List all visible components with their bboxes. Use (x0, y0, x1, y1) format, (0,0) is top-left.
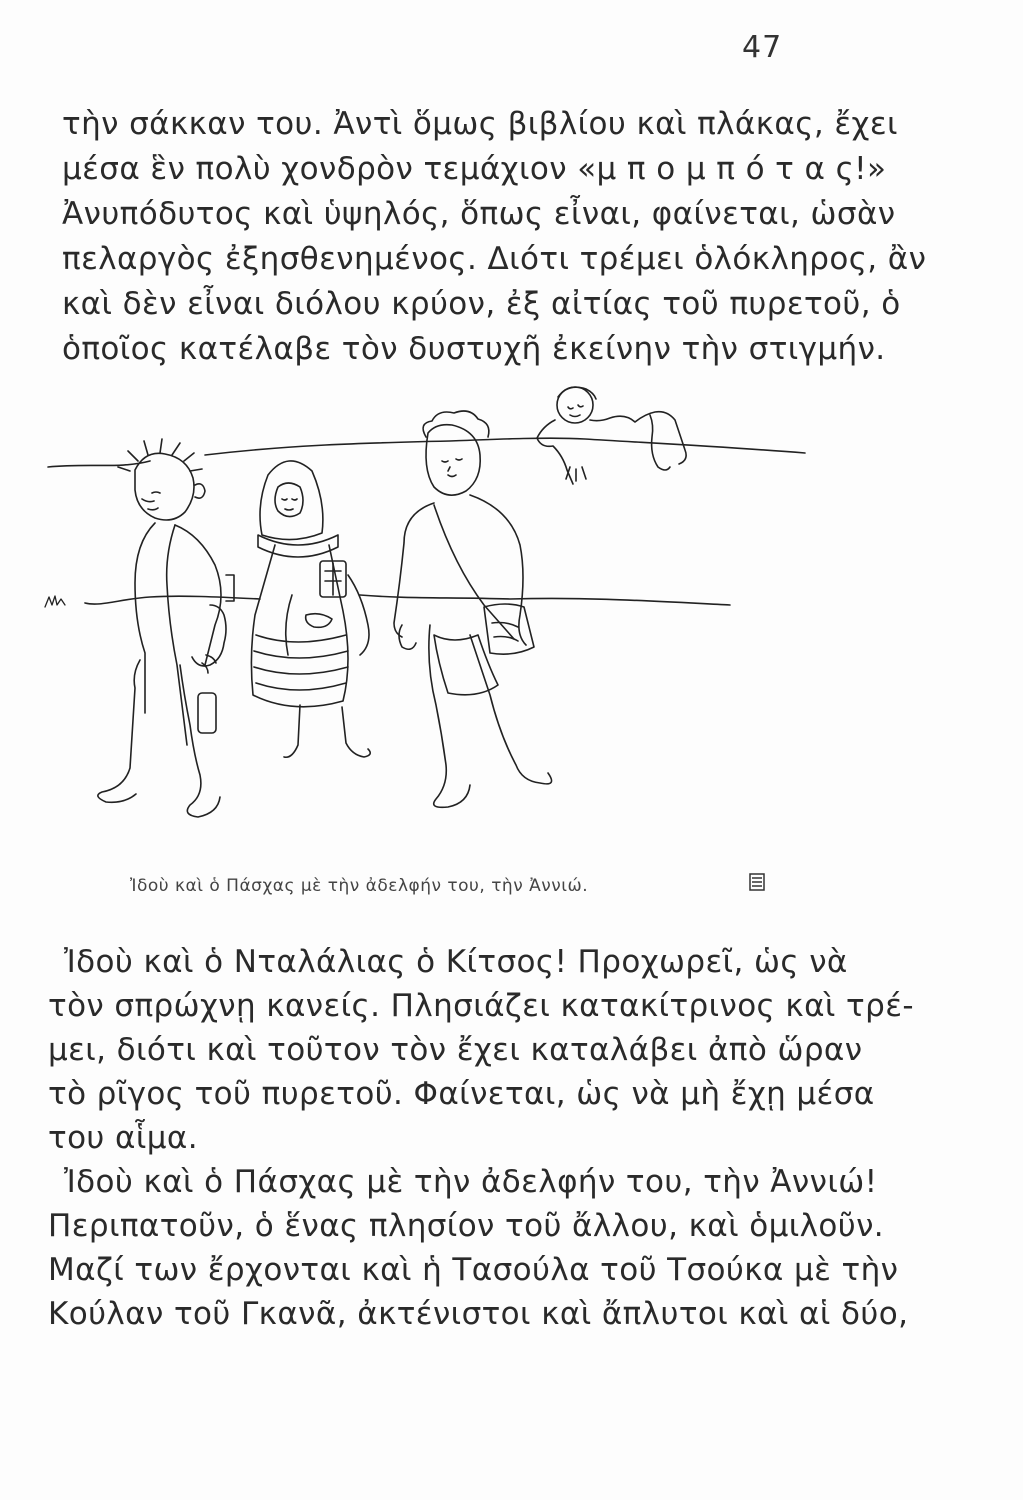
top-paragraph (62, 102, 927, 372)
text-line: τὸ ρῖγος τοῦ πυρετοῦ. Φαίνεται, ὡς νὰ μὴ ἔχῃ μέσα (48, 1076, 875, 1112)
text-line: πελαργὸς ἐξησθενημένος. Διότι τρέμει ὁλόκληρος, ἂν (62, 241, 927, 277)
text-line: μει, διότι καὶ τοῦτον τὸν ἔχει καταλάβει ἀπὸ ὥραν (48, 1032, 863, 1068)
text-line: Ἰδοὺ καὶ ὁ Νταλάλιας ὁ Κίτσος! Προχωρεῖ, ὡς νὰ (64, 944, 848, 980)
text-line: Περιπατοῦν, ὁ ἕνας πλησίον τοῦ ἄλλου, καὶ ὁμιλοῦν. (48, 1208, 885, 1244)
text-line: Μαζί των ἔρχονται καὶ ἡ Τασούλα τοῦ Τσούκα μὲ τὴν (48, 1252, 899, 1288)
bottom-paragraphs (48, 940, 914, 1336)
tall-boy-with-bag (394, 411, 552, 807)
boy-on-wall (537, 387, 686, 484)
text-line: Κούλαν τοῦ Γκανᾶ, ἀκτένιστοι καὶ ἄπλυτοι καὶ αἱ δύο, (48, 1296, 909, 1332)
text-line: τὴν σάκκαν του. Ἀντὶ ὅμως βιβλίου καὶ πλάκας, ἔχει (62, 106, 898, 142)
ground-line (85, 595, 730, 605)
page-number: 47 (742, 30, 783, 65)
illustration-caption: Ἰδοὺ καὶ ὁ Πάσχας μὲ τὴν ἀδελφήν του, τὴν Ἀννιώ. (130, 876, 589, 896)
boy-spiky-hair (98, 439, 234, 817)
text-line: καὶ δὲν εἶναι διόλου κρύον, ἐξ αἰτίας τοῦ πυρετοῦ, ὁ (62, 286, 901, 322)
text-line: ὁποῖος κατέλαβε τὸν δυστυχῆ ἐκείνην τὴν στιγμήν. (62, 331, 886, 367)
text-line: του αἷμα. (48, 1120, 198, 1156)
illustration-children-walking (30, 375, 820, 855)
printer-ornament (748, 872, 766, 892)
text-line: μέσα ἓν πολὺ χονδρὸν τεμάχιον «μ π ο μ π ό τ α ς!» (62, 151, 887, 187)
girl-in-hood (251, 461, 370, 757)
text-line: Ἀνυπόδυτος καὶ ὑψηλός, ὅπως εἶναι, φαίνεται, ὡσὰν (62, 196, 896, 232)
text-line: Ἰδοὺ καὶ ὁ Πάσχας μὲ τὴν ἀδελφήν του, τὴν Ἀννιώ! (64, 1164, 878, 1200)
text-line: τὸν σπρώχνῃ κανείς. Πλησιάζει κατακίτρινος καὶ τρέ- (48, 988, 914, 1024)
